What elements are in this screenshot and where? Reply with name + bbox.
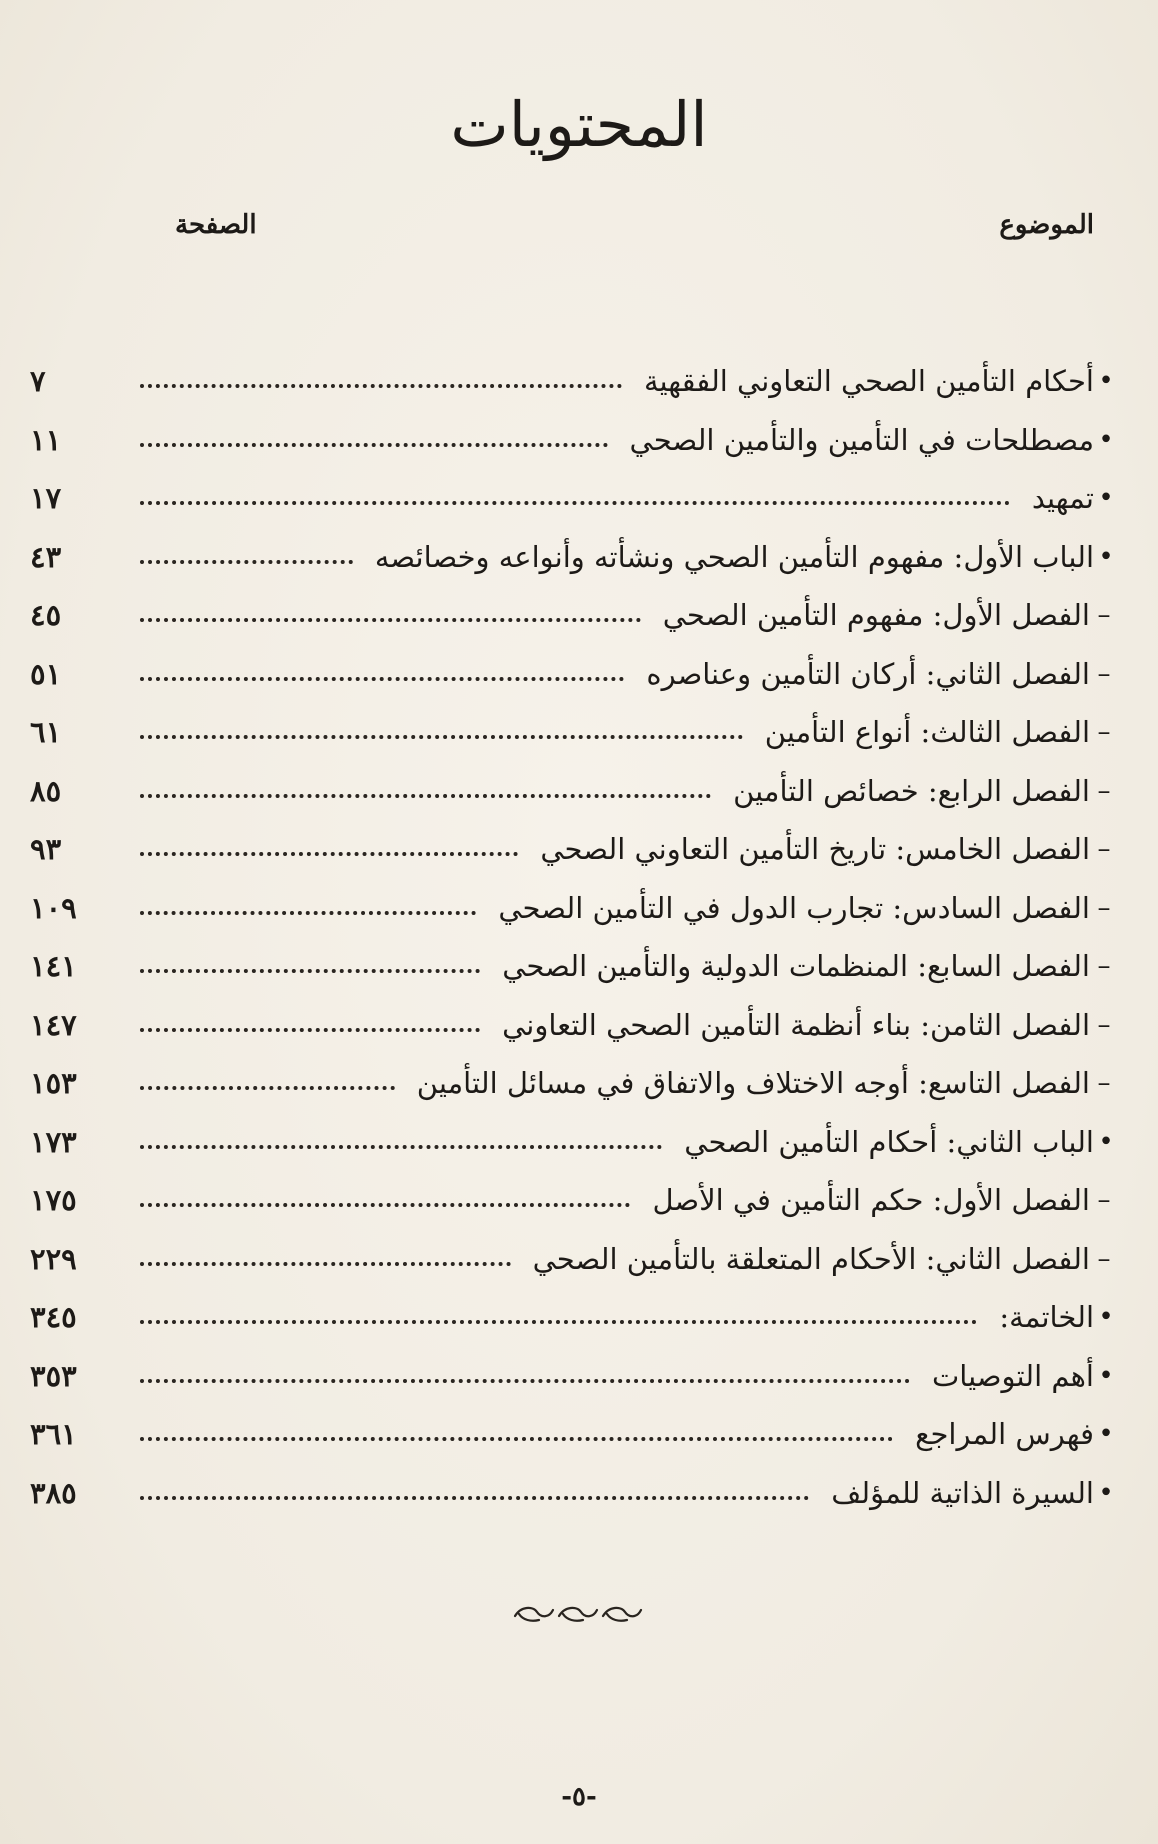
toc-entry-page: ١٧٥ bbox=[30, 1183, 77, 1218]
page-title: المحتويات bbox=[450, 88, 708, 161]
toc-entry-label: الباب الثاني: أحكام التأمين الصحي bbox=[684, 1124, 1094, 1159]
dot-leader bbox=[140, 969, 480, 973]
toc-entry-label: الفصل السابع: المنظمات الدولية والتأمين الصحي bbox=[502, 949, 1090, 984]
dot-leader bbox=[140, 1028, 480, 1032]
toc-entry-page: ٥١ bbox=[30, 656, 62, 691]
dash-marker: – bbox=[1097, 834, 1111, 865]
toc-entry-label: الفصل الثامن: بناء أنظمة التأمين الصحي التعاوني bbox=[502, 1007, 1090, 1042]
dash-marker: – bbox=[1097, 775, 1111, 806]
dash-marker: – bbox=[1097, 658, 1111, 689]
toc-subentry bbox=[30, 996, 1118, 1055]
dot-leader bbox=[140, 384, 622, 388]
toc-entry-label: مصطلحات في التأمين والتأمين الصحي bbox=[629, 422, 1094, 457]
dash-marker: – bbox=[1097, 892, 1111, 923]
toc-entry bbox=[30, 1113, 1118, 1172]
toc-entry bbox=[30, 469, 1118, 528]
bullet-marker: • bbox=[1098, 483, 1114, 514]
bullet-marker: • bbox=[1098, 1477, 1114, 1508]
toc-subentry bbox=[30, 586, 1118, 645]
toc-entry-label: فهرس المراجع bbox=[915, 1417, 1094, 1452]
dash-marker: – bbox=[1097, 600, 1111, 631]
toc-entry-label: الخاتمة: bbox=[999, 1300, 1094, 1335]
dot-leader bbox=[140, 1496, 809, 1500]
dot-leader bbox=[140, 852, 518, 856]
decorative-ornament-icon bbox=[0, 1598, 1158, 1632]
bullet-marker: • bbox=[1098, 1360, 1114, 1391]
bullet-marker: • bbox=[1098, 541, 1114, 572]
toc-entry-page: ٢٢٩ bbox=[30, 1241, 77, 1276]
toc-entry-page: ٤٥ bbox=[30, 598, 62, 633]
toc-subentry bbox=[30, 820, 1118, 879]
toc-entry-page: ٣٨٥ bbox=[30, 1475, 77, 1510]
toc-entry-page: ٨٥ bbox=[30, 773, 62, 808]
bullet-marker: • bbox=[1098, 1302, 1114, 1333]
toc-entry-page: ١٧ bbox=[30, 481, 62, 516]
toc-entry-label: أحكام التأمين الصحي التعاوني الفقهية bbox=[643, 364, 1094, 399]
toc-entry-page: ٣٥٣ bbox=[30, 1358, 77, 1393]
dash-marker: – bbox=[1097, 717, 1111, 748]
toc-subentry bbox=[30, 937, 1118, 996]
toc-entry-page: ٣٦١ bbox=[30, 1417, 77, 1452]
topic-column-header: الموضوع bbox=[999, 210, 1094, 240]
toc-entry bbox=[30, 1405, 1118, 1464]
dot-leader bbox=[140, 560, 353, 564]
toc-entry-label: الفصل الثاني: أركان التأمين وعناصره bbox=[646, 656, 1090, 691]
toc-entry-page: ١١ bbox=[30, 422, 62, 457]
toc-entry-page: ٣٤٥ bbox=[30, 1300, 77, 1335]
dot-leader bbox=[140, 1320, 977, 1324]
dot-leader bbox=[140, 911, 476, 915]
toc-subentry bbox=[30, 1171, 1118, 1230]
toc-entry-label: الفصل الخامس: تاريخ التأمين التعاوني الصحي bbox=[540, 832, 1090, 867]
toc-subentry bbox=[30, 645, 1118, 704]
dot-leader bbox=[140, 443, 608, 447]
toc-entry bbox=[30, 411, 1118, 470]
dash-marker: – bbox=[1097, 1185, 1111, 1216]
dot-leader bbox=[140, 1145, 662, 1149]
toc-entry bbox=[30, 528, 1118, 587]
toc-entry-label: الفصل الرابع: خصائص التأمين bbox=[733, 773, 1090, 808]
toc-entry bbox=[30, 1347, 1118, 1406]
toc-subentry bbox=[30, 1054, 1118, 1113]
dot-leader bbox=[140, 1086, 395, 1090]
dash-marker: – bbox=[1097, 1068, 1111, 1099]
dot-leader bbox=[140, 735, 743, 739]
toc-entry-page: ١٧٣ bbox=[30, 1124, 77, 1159]
toc-entry-page: ١٤٧ bbox=[30, 1007, 77, 1042]
dash-marker: – bbox=[1097, 1009, 1111, 1040]
toc-entry-page: ١٤١ bbox=[30, 949, 77, 984]
dot-leader bbox=[140, 1203, 630, 1207]
toc-entry-page: ١٠٩ bbox=[30, 890, 77, 925]
toc-entry-label: السيرة الذاتية للمؤلف bbox=[831, 1475, 1094, 1510]
toc-entry-label: أهم التوصيات bbox=[931, 1358, 1094, 1393]
toc-entry-page: ٤٣ bbox=[30, 539, 62, 574]
toc-entry-label: الفصل التاسع: أوجه الاختلاف والاتفاق في مسائل التأمين bbox=[416, 1066, 1090, 1101]
toc-subentry bbox=[30, 879, 1118, 938]
ornament-flourish-icon bbox=[509, 1598, 649, 1628]
bullet-marker: • bbox=[1098, 366, 1114, 397]
toc-entry-label: الفصل الثالث: أنواع التأمين bbox=[764, 715, 1090, 750]
toc-entry-page: ٧ bbox=[30, 364, 46, 399]
bullet-marker: • bbox=[1098, 424, 1114, 455]
dot-leader bbox=[140, 1262, 511, 1266]
dot-leader bbox=[140, 501, 1010, 505]
page-number: -٥- bbox=[561, 1782, 597, 1812]
page-column-header: الصفحة bbox=[175, 210, 257, 240]
dot-leader bbox=[140, 1437, 893, 1441]
toc-entry-page: ٩٣ bbox=[30, 832, 62, 867]
bullet-marker: • bbox=[1098, 1419, 1114, 1450]
toc-entry-label: الفصل الأول: مفهوم التأمين الصحي bbox=[662, 598, 1090, 633]
toc-subentry bbox=[30, 762, 1118, 821]
toc-subentry bbox=[30, 703, 1118, 762]
toc-entry bbox=[30, 352, 1118, 411]
dot-leader bbox=[140, 794, 711, 798]
toc-entry-label: تمهيد bbox=[1031, 481, 1094, 516]
dot-leader bbox=[140, 618, 641, 622]
toc-entry bbox=[30, 1288, 1118, 1347]
dot-leader bbox=[140, 677, 624, 681]
toc-entry-label: الفصل الأول: حكم التأمين في الأصل bbox=[652, 1183, 1090, 1218]
toc-entry bbox=[30, 1464, 1118, 1523]
toc-entry-label: الفصل السادس: تجارب الدول في التأمين الصحي bbox=[498, 890, 1090, 925]
toc-entry-label: الفصل الثاني: الأحكام المتعلقة بالتأمين الصحي bbox=[532, 1241, 1090, 1276]
dash-marker: – bbox=[1097, 951, 1111, 982]
toc-subentry bbox=[30, 1230, 1118, 1289]
bullet-marker: • bbox=[1098, 1126, 1114, 1157]
toc-entry-label: الباب الأول: مفهوم التأمين الصحي ونشأته وأنواعه وخصائصه bbox=[374, 539, 1094, 574]
toc-entry-page: ١٥٣ bbox=[30, 1066, 77, 1101]
toc-entry-page: ٦١ bbox=[30, 715, 62, 750]
dot-leader bbox=[140, 1379, 910, 1383]
dash-marker: – bbox=[1097, 1243, 1111, 1274]
